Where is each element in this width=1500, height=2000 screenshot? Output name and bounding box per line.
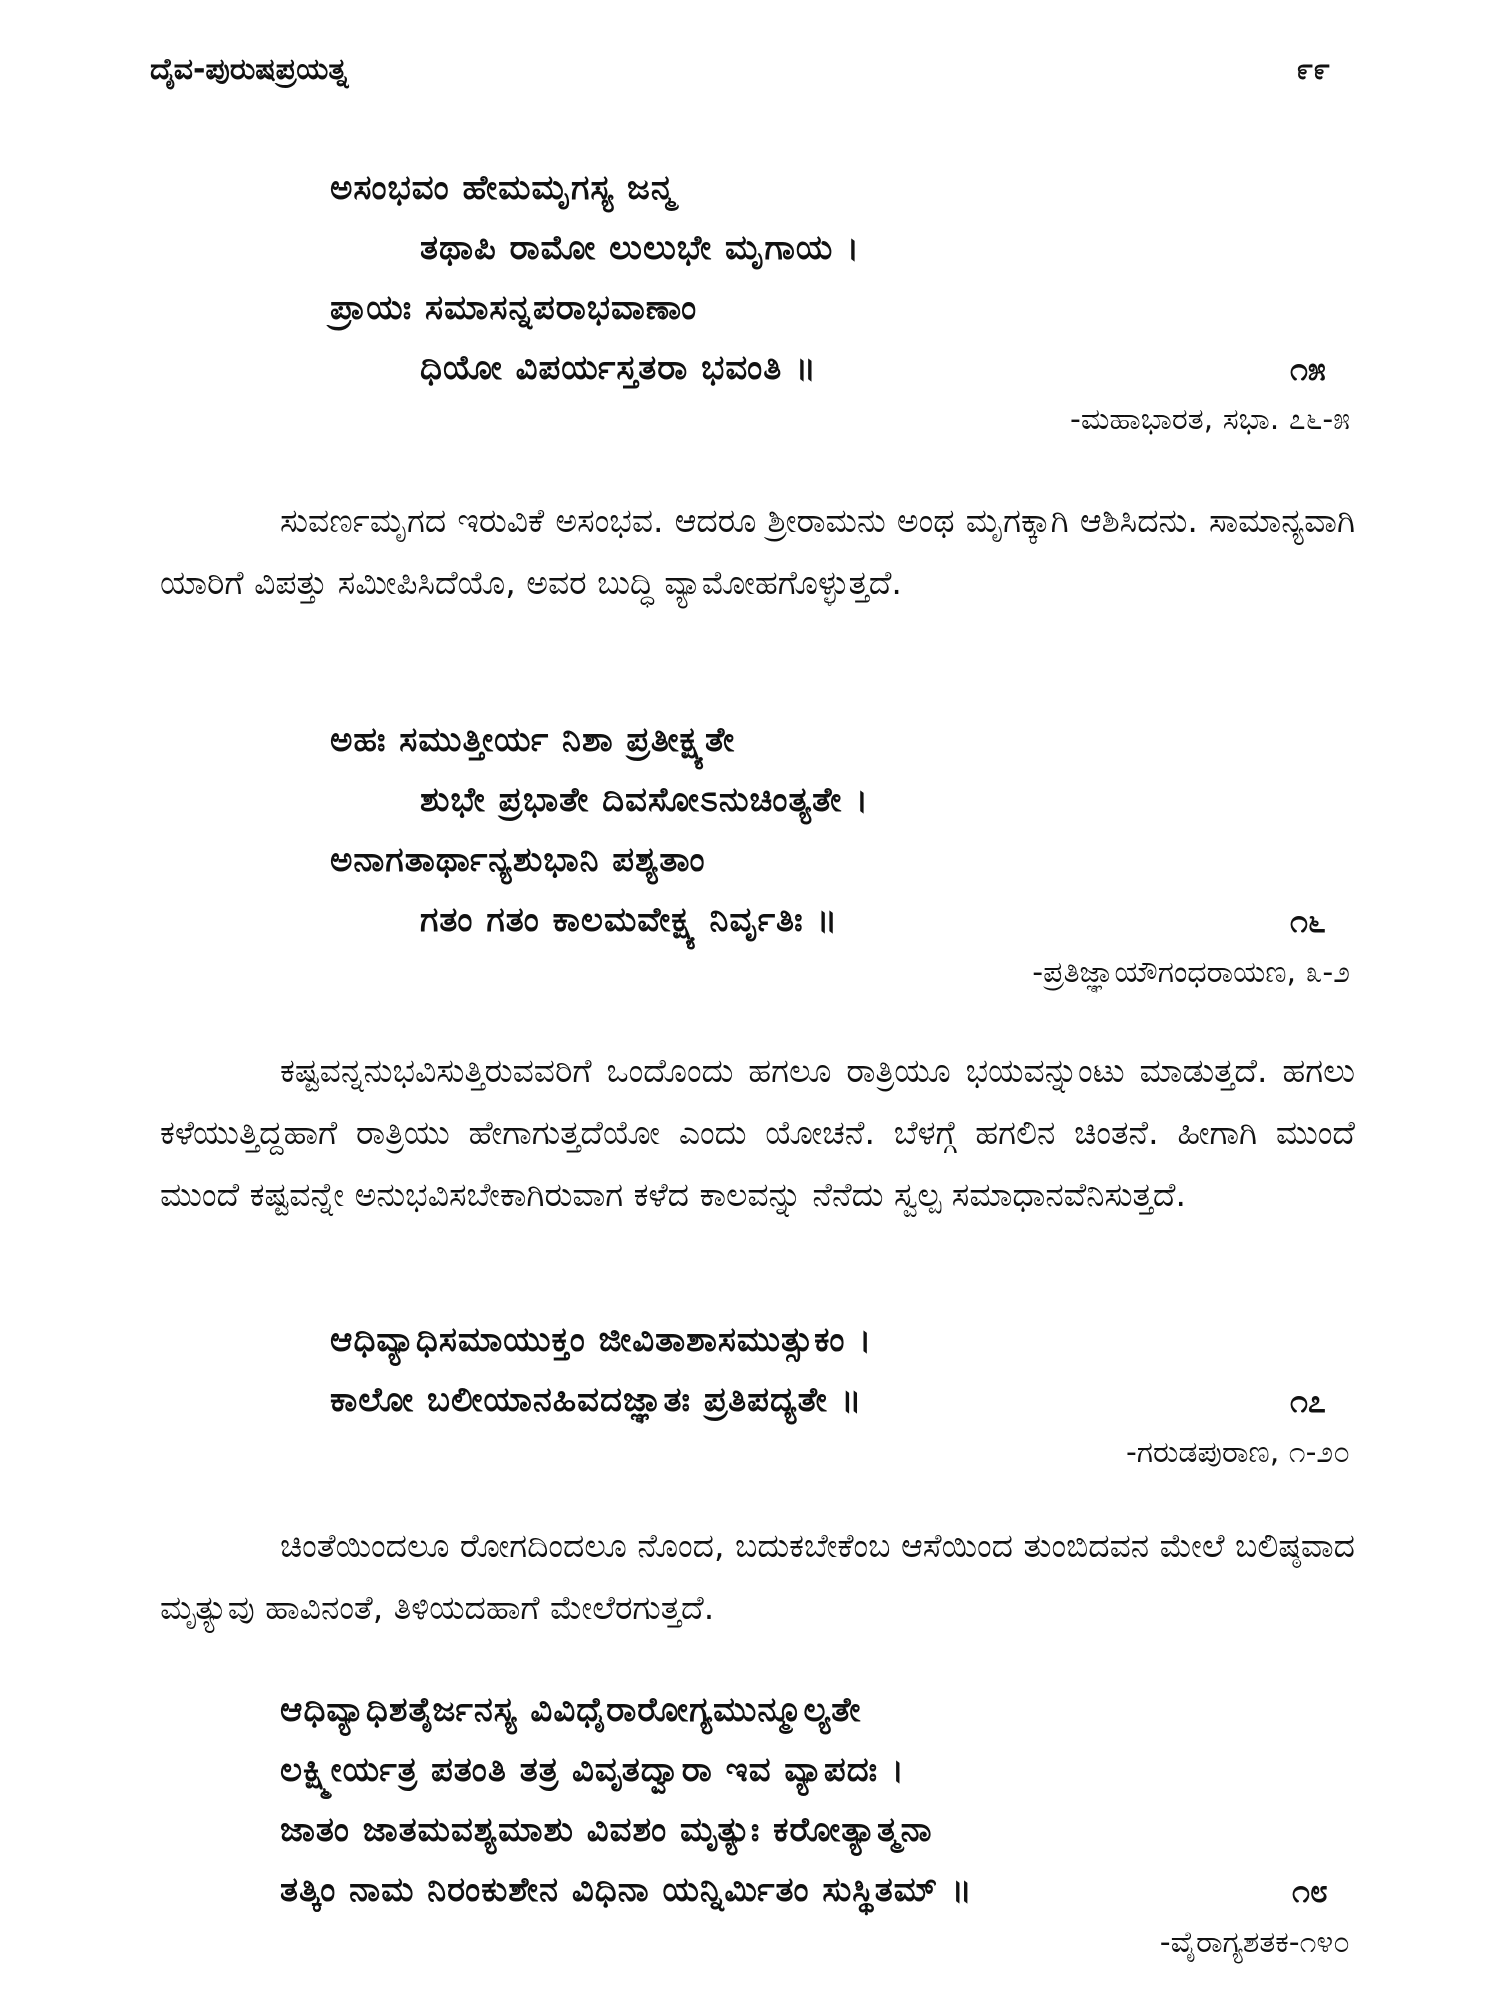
- verse-source: -ಪ್ರತಿಜ್ಞಾಯೌಗಂಧರಾಯಣ, ೩-೨: [1032, 955, 1350, 990]
- verse-source: -ಮಹಾಭಾರತ, ಸಭಾ. ೭೬-೫: [1070, 402, 1350, 437]
- verse-line: ಅನಾಗತಾರ್ಥಾನ್ಯಶುಭಾನಿ ಪಶ್ಯತಾಂ: [330, 840, 706, 880]
- verse-line: ಪ್ರಾಯಃ ಸಮಾಸನ್ನಪರಾಭವಾಣಾಂ: [330, 288, 698, 328]
- verse-line: ಆಧಿವ್ಯಾಧಿಸಮಾಯುಕ್ತಂ ಜೀವಿತಾಶಾಸಮುತ್ಸುಕಂ ।: [330, 1320, 873, 1360]
- verse-line: ಲಕ್ಷ್ಮೀರ್ಯತ್ರ ಪತಂತಿ ತತ್ರ ವಿವೃತದ್ವಾರಾ ಇವ ವ್ಯಾಪದಃ ।: [280, 1750, 905, 1790]
- commentary-paragraph: ಚಿಂತೆಯಿಂದಲೂ ರೋಗದಿಂದಲೂ ನೊಂದ, ಬದುಕಬೇಕೆಂಬ ಆಸೆಯಿಂದ ತುಂಬಿದವನ ಮೇಲೆ ಬಲಿಷ್ಠವಾದ ಮೃತ್ಯುವು ಹಾವಿನಂತೆ, ತಿಳಿಯದಹಾಗೆ ಮೇಲೆರಗುತ್ತದೆ.: [160, 1526, 1355, 1627]
- verse-number: ೧೮: [1292, 1872, 1328, 1910]
- verse-line: ಅಹಃ ಸಮುತ್ತೀರ್ಯ ನಿಶಾ ಪ್ರತೀಕ್ಷ್ಯತೇ: [330, 720, 736, 760]
- verse-number: ೧೭: [1290, 1382, 1326, 1420]
- verse-line: ತತ್ಕಿಂ ನಾಮ ನಿರಂಕುಶೇನ ವಿಧಿನಾ ಯನ್ನಿರ್ಮಿತಂ ಸುಸ್ಥಿತಮ್ ॥: [280, 1870, 973, 1910]
- verse-line: ಕಾಲೋ ಬಲೀಯಾನಹಿವದಜ್ಞಾತಃ ಪ್ರತಿಪದ್ಯತೇ ॥: [330, 1380, 863, 1420]
- verse-source: -ಗರುಡಪುರಾಣ, ೧-೨೦: [1125, 1435, 1350, 1470]
- verse-source: -ವೈರಾಗ್ಯಶತಕ-೧೪೦: [1159, 1925, 1350, 1960]
- verse-line: ಧಿಯೋ ವಿಪರ್ಯಸ್ತತರಾ ಭವಂತಿ ॥: [420, 348, 817, 388]
- verse-line: ಗತಂ ಗತಂ ಕಾಲಮವೇಕ್ಷ್ಯ ನಿರ್ವೃತಿಃ ॥: [420, 900, 839, 940]
- verse-line: ಶುಭೇ ಪ್ರಭಾತೇ ದಿವಸೋಽನುಚಿಂತ್ಯತೇ ।: [420, 780, 870, 820]
- verse-line: ಜಾತಂ ಜಾತಮವಶ್ಯಮಾಶು ವಿವಶಂ ಮೃತ್ಯುಃ ಕರೋತ್ಯಾತ್ಮನಾ: [280, 1810, 933, 1850]
- running-title: ದೈವ-ಪುರುಷಪ್ರಯತ್ನ: [150, 52, 349, 87]
- verse-number: ೧೬: [1290, 902, 1326, 940]
- page-number: ೯೯: [1296, 52, 1330, 87]
- verse-number: ೧೫: [1290, 350, 1326, 388]
- commentary-paragraph: ಸುವರ್ಣಮೃಗದ ಇರುವಿಕೆ ಅಸಂಭವ. ಆದರೂ ಶ್ರೀರಾಮನು ಅಂಥ ಮೃಗಕ್ಕಾಗಿ ಆಶಿಸಿದನು. ಸಾಮಾನ್ಯವಾಗಿ ಯಾರಿಗೆ ವಿಪತ್ತು ಸಮೀಪಿಸಿದೆಯೊ, ಅವರ ಬುದ್ಧಿ ವ್ಯಾಮೋಹಗೊಳ್ಳುತ್ತದೆ.: [160, 501, 1355, 602]
- verse-line: ಅಸಂಭವಂ ಹೇಮಮೃಗಸ್ಯ ಜನ್ಮ: [330, 168, 676, 208]
- verse-line: ಆಧಿವ್ಯಾಧಿಶತೈರ್ಜನಸ್ಯ ವಿವಿಧೈರಾರೋಗ್ಯಮುನ್ಮೂಲ್ಯತೇ: [280, 1690, 862, 1730]
- verse-line: ತಥಾಪಿ ರಾಮೋ ಲುಲುಭೇ ಮೃಗಾಯ ।: [420, 228, 861, 268]
- commentary-paragraph: ಕಷ್ಟವನ್ನನುಭವಿಸುತ್ತಿರುವವರಿಗೆ ಒಂದೊಂದು ಹಗಲೂ ರಾತ್ರಿಯೂ ಭಯವನ್ನುಂಟು ಮಾಡುತ್ತದೆ. ಹಗಲು ಕಳೆಯುತ್ತಿದ್ದಹಾಗೆ ರಾತ್ರಿಯು ಹೇಗಾಗುತ್ತದೆಯೋ ಎಂದು ಯೋಚನೆ. ಬೆಳಗ್ಗೆ ಹಗಲಿನ ಚಿಂತನೆ. ಹೀಗಾಗಿ ಮುಂದೆ ಮುಂದೆ ಕಷ್ಟವನ್ನೇ ಅನುಭವಿಸಬೇಕಾಗಿರುವಾಗ ಕಳೆದ ಕಾಲವನ್ನು ನೆನೆದು ಸ್ವಲ್ಪ ಸಮಾಧಾನವೆನಿಸುತ್ತದೆ.: [160, 1051, 1355, 1214]
